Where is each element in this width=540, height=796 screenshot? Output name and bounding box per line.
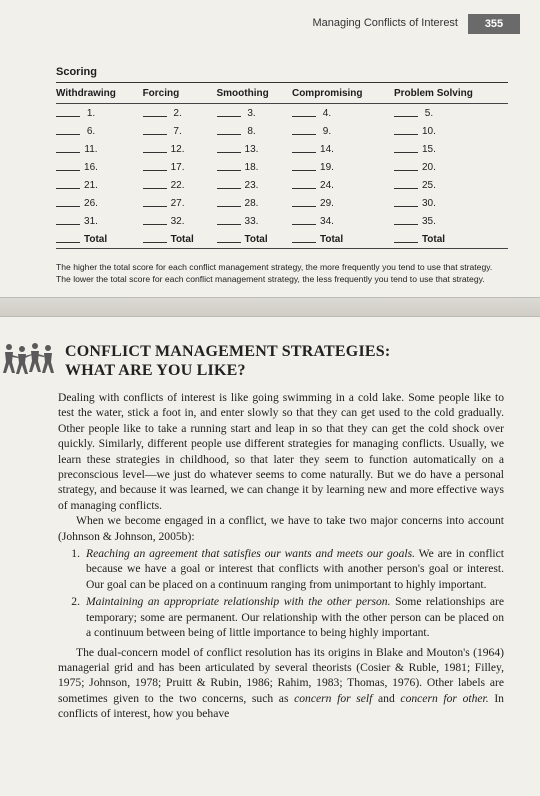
score-cell <box>56 176 143 194</box>
score-cell <box>394 176 508 194</box>
item-number: 17. <box>170 161 185 173</box>
score-blank <box>394 188 418 189</box>
score-cell <box>292 194 394 212</box>
item-number: 22. <box>170 179 185 191</box>
score-blank <box>143 134 167 135</box>
score-blank <box>143 206 167 207</box>
concern-number: 1. <box>71 547 80 561</box>
item-number: 30. <box>421 197 436 209</box>
scoring-header-row <box>56 83 508 104</box>
score-blank <box>217 242 241 243</box>
total-cell <box>143 230 217 249</box>
score-blank <box>217 152 241 153</box>
score-cell <box>56 104 143 123</box>
score-blank <box>143 242 167 243</box>
scoring-table <box>56 83 508 249</box>
score-cell <box>143 122 217 140</box>
scoring-column-header: Compromising <box>292 83 394 104</box>
item-number: 3. <box>247 107 256 119</box>
score-blank <box>217 206 241 207</box>
scoring-total-row <box>56 230 508 249</box>
concern-rest: Some relationships are temporary; some are permanent. Our relationship with the other person can be placed on a continuum between being of little importance to being highly important. <box>86 595 504 640</box>
score-cell <box>217 140 292 158</box>
scoring-title: Scoring <box>56 66 97 78</box>
score-blank <box>292 242 316 243</box>
score-cell <box>394 158 508 176</box>
item-number: 4. <box>322 107 332 119</box>
item-number: 9. <box>322 125 332 137</box>
scoring-row <box>56 122 508 140</box>
score-blank <box>56 134 80 135</box>
score-blank <box>143 170 167 171</box>
score-cell <box>143 158 217 176</box>
item-number: 34. <box>320 215 334 227</box>
concern-text <box>86 594 504 640</box>
score-blank <box>292 170 316 171</box>
score-cell <box>56 158 143 176</box>
total-label: Total <box>170 233 194 245</box>
paragraph-3-part-b: and <box>372 691 401 705</box>
score-cell <box>217 122 292 140</box>
scoring-box <box>56 66 508 285</box>
score-blank <box>217 224 241 225</box>
total-cell <box>56 230 143 249</box>
score-blank <box>394 134 418 135</box>
score-cell <box>143 140 217 158</box>
score-blank <box>394 224 418 225</box>
score-blank <box>292 116 316 117</box>
item-number: 5. <box>424 107 434 119</box>
paragraph-2: When we become engaged in a conflict, we have to take two major concerns into account (Johnson & Johnson, 2005b): <box>58 514 504 543</box>
score-cell <box>394 104 508 123</box>
scoring-column-header: Withdrawing <box>56 83 143 104</box>
scoring-row <box>56 140 508 158</box>
item-number: 21. <box>84 179 98 191</box>
paragraph-3-emphasis-1: concern for self <box>294 691 373 705</box>
item-number: 25. <box>421 179 436 191</box>
score-blank <box>56 152 80 153</box>
item-number: 33. <box>244 215 259 227</box>
page-divider-band <box>0 297 540 317</box>
concern-number: 2. <box>71 595 80 609</box>
score-cell <box>292 122 394 140</box>
total-label: Total <box>84 233 108 245</box>
total-label: Total <box>421 233 446 245</box>
people-chain-icon <box>3 343 61 380</box>
total-label: Total <box>244 233 268 245</box>
total-label: Total <box>319 233 344 245</box>
section-heading-line2: WHAT ARE YOU LIKE? <box>65 362 246 379</box>
item-number: 11. <box>84 143 98 155</box>
concern-lead: Reaching an agreement that satisfies our wants and meets our goals. <box>86 547 416 561</box>
paragraph-3-emphasis-2: concern for other. <box>400 691 489 705</box>
item-number: 8. <box>247 125 256 137</box>
score-blank <box>292 206 316 207</box>
score-blank <box>292 152 316 153</box>
item-number: 26. <box>84 197 98 209</box>
item-number: 27. <box>170 197 185 209</box>
item-number: 2. <box>173 107 182 119</box>
score-blank <box>292 134 316 135</box>
score-blank <box>56 242 80 243</box>
item-number: 13. <box>244 143 259 155</box>
scoring-row <box>56 212 508 230</box>
score-blank <box>143 188 167 189</box>
paragraph-3-part-c: In conflicts of interest, how you behave <box>58 691 504 721</box>
item-number: 1. <box>86 107 96 119</box>
item-number: 20. <box>421 161 436 173</box>
score-cell <box>56 122 143 140</box>
item-number: 7. <box>173 125 182 137</box>
score-cell <box>292 158 394 176</box>
concern-lead: Maintaining an appropriate relationship with the other person. <box>86 595 391 609</box>
body-text <box>58 390 504 722</box>
concern-rest: We are in conflict because we have a goal or interest that conflicts with another person's goal or interest. Our goal can be placed on a continuum ranging from unimportant to highly important. <box>86 547 505 591</box>
score-cell <box>217 104 292 123</box>
score-cell <box>292 212 394 230</box>
item-number: 29. <box>320 197 334 209</box>
item-number: 24. <box>320 179 334 191</box>
item-number: 31. <box>84 215 98 227</box>
paragraph-3-part-a: The dual-concern model of conflict resolution has its origins in Blake and Mouton's (1964) managerial grid and has been articulated by several theorists (Cosier & Ruble, 1981; Filley, 1975; Johnson, 1978; Pruitt & Rubin, 1986; Rahim, 1983; Thomas, 1976). Other labels are sometimes given to the two concerns, such as <box>58 645 504 705</box>
total-cell <box>217 230 292 249</box>
score-cell <box>143 176 217 194</box>
item-number: 18. <box>244 161 259 173</box>
concern-text <box>86 546 504 592</box>
score-cell <box>56 194 143 212</box>
score-blank <box>394 116 418 117</box>
scoring-row <box>56 158 508 176</box>
score-blank <box>394 206 418 207</box>
item-number: 19. <box>320 161 334 173</box>
score-cell <box>143 194 217 212</box>
score-cell <box>143 104 217 123</box>
score-cell <box>292 176 394 194</box>
item-number: 35. <box>421 215 436 227</box>
item-number: 23. <box>244 179 259 191</box>
score-cell <box>56 140 143 158</box>
total-cell <box>292 230 394 249</box>
score-blank <box>217 134 241 135</box>
score-cell <box>217 212 292 230</box>
score-cell <box>217 176 292 194</box>
score-blank <box>217 116 241 117</box>
item-number: 16. <box>84 161 98 173</box>
item-number: 12. <box>170 143 185 155</box>
score-cell <box>292 140 394 158</box>
scoring-row <box>56 104 508 123</box>
item-number: 10. <box>421 125 436 137</box>
running-header-title: Managing Conflicts of Interest <box>312 17 458 29</box>
scoring-note: The higher the total score for each conflict management strategy, the more frequently you tend to use that strategy. The lower the total score for each conflict management strategy, the less frequently you tend to use that strategy. <box>56 262 493 284</box>
score-blank <box>394 170 418 171</box>
score-cell <box>217 194 292 212</box>
score-cell <box>394 212 508 230</box>
score-cell <box>394 140 508 158</box>
scoring-column-header: Problem Solving <box>394 83 508 104</box>
scoring-column-header: Smoothing <box>217 83 292 104</box>
score-blank <box>217 170 241 171</box>
score-blank <box>56 206 80 207</box>
score-blank <box>56 224 80 225</box>
scoring-column-header: Forcing <box>143 83 217 104</box>
page-number: 355 <box>468 14 520 34</box>
score-blank <box>143 224 167 225</box>
section-heading <box>65 342 515 380</box>
total-cell <box>394 230 508 249</box>
score-cell <box>217 158 292 176</box>
score-blank <box>56 170 80 171</box>
section-heading-line1: CONFLICT MANAGEMENT STRATEGIES: <box>65 343 391 360</box>
item-number: 14. <box>320 143 334 155</box>
score-cell <box>394 194 508 212</box>
item-number: 28. <box>244 197 259 209</box>
scoring-row <box>56 176 508 194</box>
score-cell <box>292 104 394 123</box>
score-cell <box>394 122 508 140</box>
score-blank <box>56 116 80 117</box>
score-cell <box>143 212 217 230</box>
item-number: 6. <box>86 125 96 137</box>
concern-item <box>58 546 504 592</box>
paragraph-3 <box>58 645 504 722</box>
scoring-row <box>56 194 508 212</box>
item-number: 32. <box>170 215 185 227</box>
score-blank <box>217 188 241 189</box>
score-blank <box>143 116 167 117</box>
item-number: 15. <box>421 143 436 155</box>
score-blank <box>143 152 167 153</box>
paragraph-1: Dealing with conflicts of interest is like going swimming in a cold lake. Some people like to test the water, stick a foot in, and enter slowly so that they can get used to the cold gradually. Other people like to take a running start and leap in so that they can get the cold shock over quickly. Similarly, different people use different strategies for managing conflicts. Usually, we learn these strategies in childhood, so that later they seem to function automatically on a preconscious level—we just do whatever seems to come naturally. But we do have a personal strategy, and because it was learned, we can change it by learning new and more effective ways of managing conflicts. <box>58 391 504 512</box>
score-blank <box>56 188 80 189</box>
score-blank <box>292 188 316 189</box>
score-blank <box>394 242 418 243</box>
concern-list <box>58 546 504 640</box>
score-blank <box>292 224 316 225</box>
score-blank <box>394 152 418 153</box>
score-cell <box>56 212 143 230</box>
concern-item <box>58 594 504 640</box>
scoring-body <box>56 104 508 249</box>
